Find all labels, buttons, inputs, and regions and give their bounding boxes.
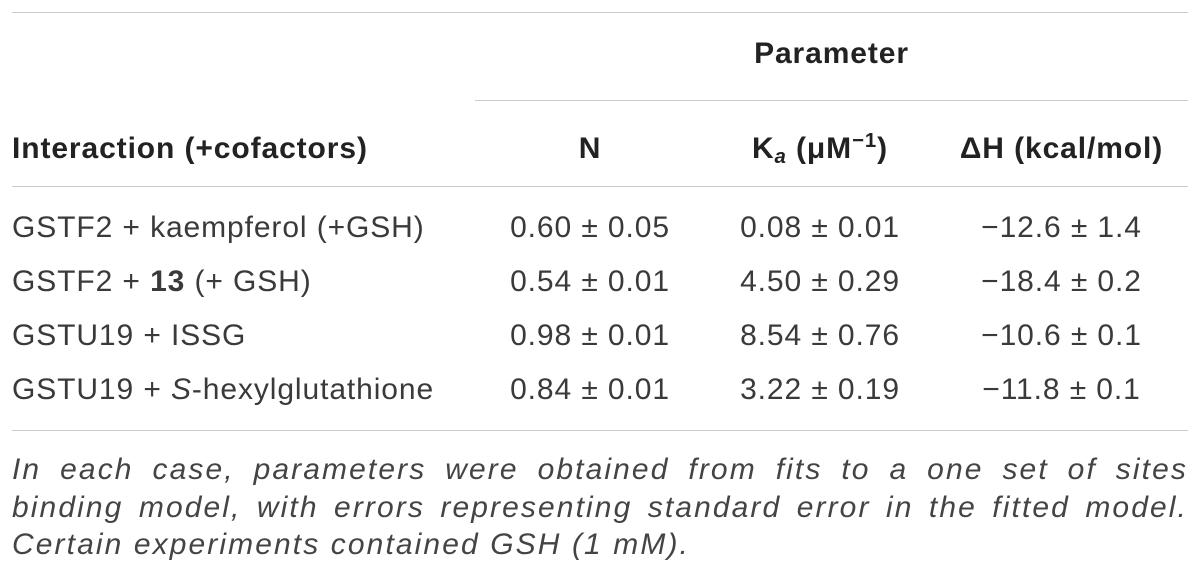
- cell-interaction: [12, 319, 475, 353]
- cell-ka: 4.50 ± 0.29: [740, 265, 900, 298]
- text-segment: GSTU19 + ISSG: [12, 319, 247, 352]
- cell-interaction: [12, 211, 475, 245]
- column-header-n: N: [578, 131, 602, 165]
- text-segment: GSTF2 +: [12, 265, 151, 298]
- table-row: [12, 363, 1188, 417]
- table-row: [12, 255, 1188, 309]
- table-row: [12, 201, 1188, 255]
- table-footnote: In each case, parameters were obtained from fits to a one set of sites binding model, with errors representing standard error in the fitted model. Certain experiments contained GSH (1 mM).: [12, 453, 1188, 561]
- text-segment: GSTU19 +: [12, 373, 171, 406]
- text-segment: S: [171, 373, 192, 406]
- column-header-interaction: Interaction (+cofactors): [12, 131, 368, 165]
- table-body: [12, 187, 1188, 431]
- group-header-spacer: [12, 13, 475, 101]
- column-header-dh: ΔH (kcal/mol): [959, 131, 1164, 165]
- column-header-ka: [705, 129, 935, 168]
- cell-ka: 3.22 ± 0.19: [740, 373, 900, 406]
- text-segment: GSTF2 + kaempferol (+GSH): [12, 211, 425, 244]
- column-header-row: [12, 101, 1188, 187]
- cell-dh: −11.8 ± 0.1: [982, 373, 1141, 406]
- text-segment: (μM: [786, 131, 853, 165]
- cell-ka: 8.54 ± 0.76: [740, 319, 900, 352]
- cell-n: 0.54 ± 0.01: [510, 265, 670, 298]
- table-row: [12, 309, 1188, 363]
- text-segment: a: [774, 145, 787, 168]
- cell-interaction: [12, 265, 475, 299]
- text-segment: K: [751, 131, 775, 165]
- cell-n: 0.60 ± 0.05: [510, 211, 670, 244]
- text-segment: (+ GSH): [185, 265, 312, 298]
- results-table: [12, 12, 1188, 431]
- cell-n: 0.84 ± 0.01: [510, 373, 670, 406]
- cell-n: 0.98 ± 0.01: [510, 319, 670, 352]
- text-segment: −1: [852, 129, 878, 152]
- cell-dh: −18.4 ± 0.2: [981, 265, 1142, 298]
- cell-dh: −10.6 ± 0.1: [981, 319, 1142, 352]
- cell-dh: −12.6 ± 1.4: [981, 211, 1142, 244]
- text-segment: 13: [150, 265, 186, 298]
- cell-interaction: [12, 373, 475, 407]
- group-header-parameter: Parameter: [475, 13, 1188, 101]
- text-segment: ): [877, 131, 889, 165]
- cell-ka: 0.08 ± 0.01: [740, 211, 900, 244]
- text-segment: -hexylglutathione: [191, 373, 435, 406]
- group-header-row: [12, 13, 1188, 101]
